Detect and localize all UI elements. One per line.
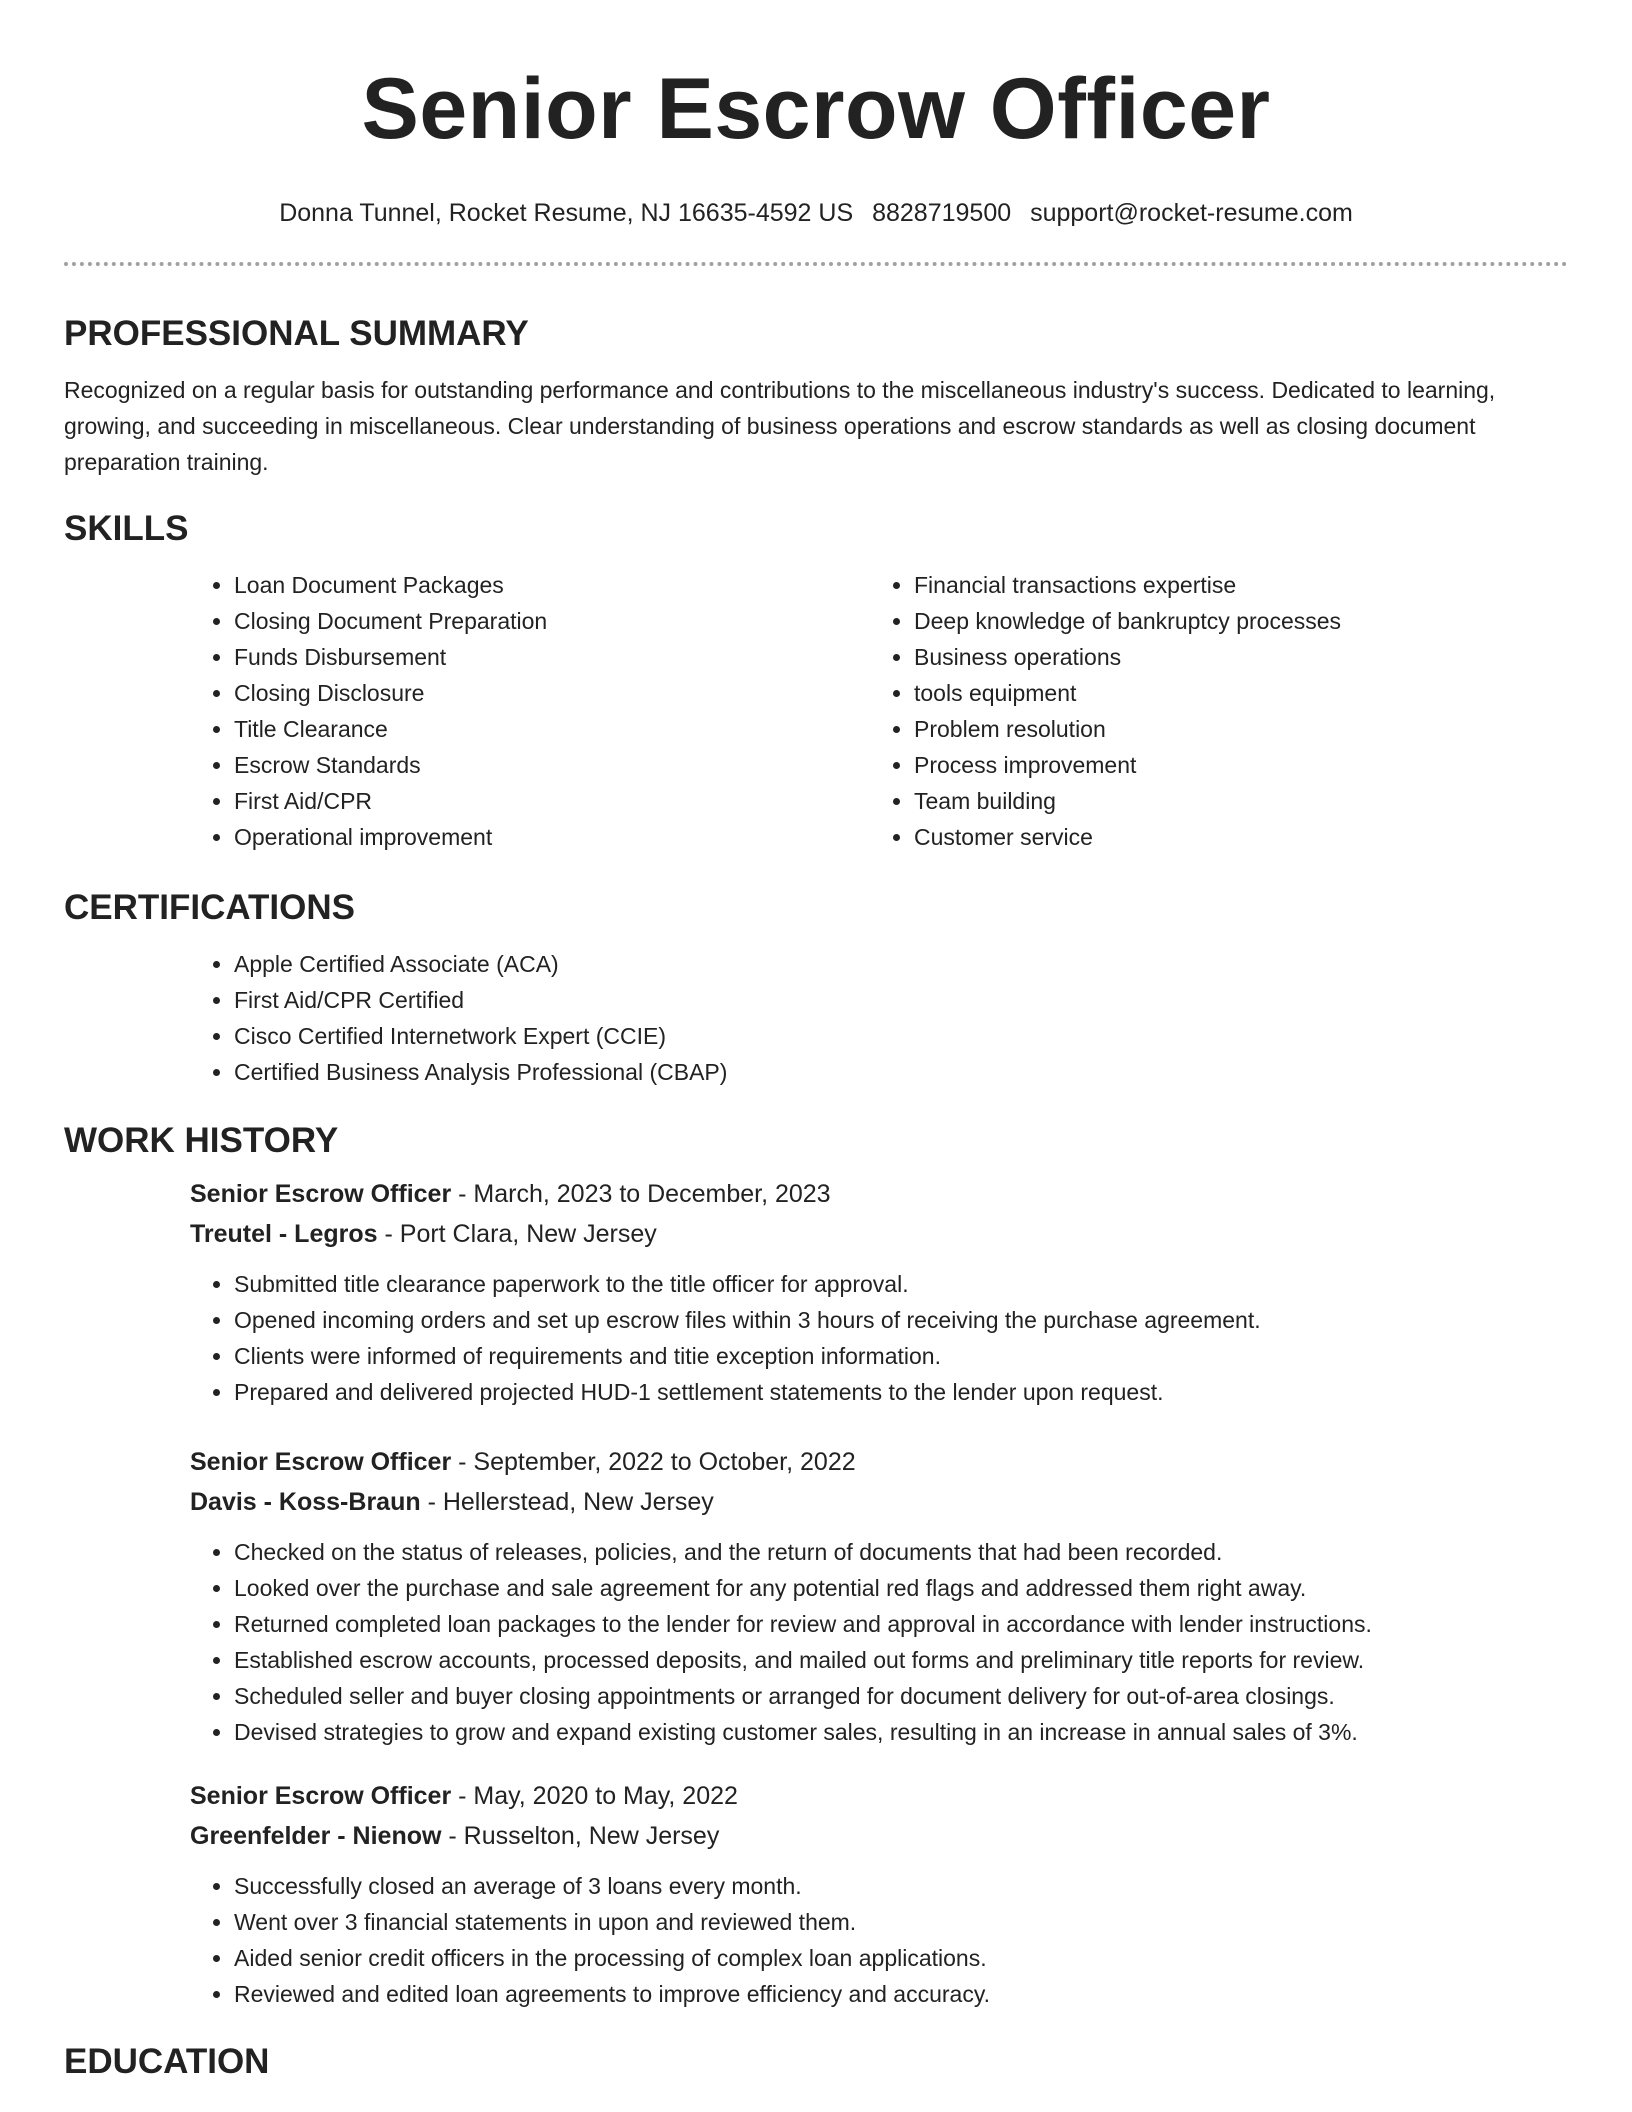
job-bullet: • Scheduled seller and buyer closing appointments or arranged for document delivery for out-of-area closings.: [234, 1678, 1568, 1714]
certification-item: • Cisco Certified Internetwork Expert (CCIE): [234, 1018, 1568, 1054]
certifications-heading: CERTIFICATIONS: [64, 888, 356, 927]
skill-item: • tools equipment: [914, 675, 1550, 711]
contact-address: Donna Tunnel, Rocket Resume, NJ 16635-4592 US: [279, 199, 854, 227]
certification-item: • Certified Business Analysis Professional (CBAP): [234, 1054, 1568, 1090]
job-bullet: • Checked on the status of releases, policies, and the return of documents that had been recorded.: [234, 1534, 1568, 1570]
job-bullet: • Clients were informed of requirements and titie exception information.: [234, 1338, 1568, 1374]
job-location: - Port Clara, New Jersey: [377, 1220, 657, 1248]
skill-item: • Customer service: [914, 819, 1550, 855]
skill-item: • Operational improvement: [234, 819, 870, 855]
job-bullet: • Returned completed loan packages to the lender for review and approval in accordance with lender instructions.: [234, 1606, 1568, 1642]
job-bullet: • Devised strategies to grow and expand existing customer sales, resulting in an increase in annual sales of 3%.: [234, 1714, 1568, 1750]
job-role: Senior Escrow Officer: [190, 1782, 452, 1810]
job-company-line: [190, 1816, 1568, 1856]
skill-item: • Title Clearance: [234, 711, 870, 747]
job-bullet: • Established escrow accounts, processed deposits, and mailed out forms and preliminary title reports for review.: [234, 1642, 1568, 1678]
skills-column-left: [190, 567, 870, 855]
resume-page: [64, 0, 1568, 2079]
skills-column-right: [870, 567, 1550, 855]
job-dates: - September, 2022 to October, 2022: [451, 1448, 856, 1476]
job-entry: [190, 1776, 1568, 2012]
job-bullet: • Prepared and delivered projected HUD-1 settlement statements to the lender upon request.: [234, 1374, 1568, 1410]
job-bullet: • Opened incoming orders and set up escrow files within 3 hours of receiving the purchase agreement.: [234, 1302, 1568, 1338]
job-location: - Russelton, New Jersey: [441, 1822, 720, 1850]
skill-item: • Financial transactions expertise: [914, 567, 1550, 603]
contact-phone: 8828719500: [872, 199, 1012, 227]
resume-title: Senior Escrow Officer: [361, 61, 1271, 157]
job-bullet: • Aided senior credit officers in the processing of complex loan applications.: [234, 1940, 1568, 1976]
contact-email: support@rocket-resume.com: [1030, 199, 1353, 227]
summary-heading: PROFESSIONAL SUMMARY: [64, 314, 529, 353]
job-title-line: [190, 1776, 1568, 1816]
skills-heading: SKILLS: [64, 509, 189, 548]
skill-item: • Team building: [914, 783, 1550, 819]
skill-item: • Deep knowledge of bankruptcy processes: [914, 603, 1550, 639]
job-bullet: • Looked over the purchase and sale agreement for any potential red flags and addressed them right away.: [234, 1570, 1568, 1606]
skill-item: • Escrow Standards: [234, 747, 870, 783]
job-location: - Hellerstead, New Jersey: [420, 1488, 714, 1516]
job-dates: - March, 2023 to December, 2023: [451, 1180, 831, 1208]
certifications-list: [190, 946, 1568, 1090]
job-bullet: • Submitted title clearance paperwork to the title officer for approval.: [234, 1266, 1568, 1302]
header-divider: [64, 262, 1568, 266]
certification-item: • First Aid/CPR Certified: [234, 982, 1568, 1018]
job-company-line: [190, 1482, 1568, 1522]
skills-list: [190, 567, 1568, 855]
education-heading: EDUCATION: [64, 2042, 270, 2081]
skill-item: • Closing Disclosure: [234, 675, 870, 711]
job-bullet: • Successfully closed an average of 3 loans every month.: [234, 1868, 1568, 1904]
job-bullet: • Reviewed and edited loan agreements to improve efficiency and accuracy.: [234, 1976, 1568, 2012]
job-role: Senior Escrow Officer: [190, 1448, 452, 1476]
job-title-line: [190, 1442, 1568, 1482]
job-entry: [190, 1442, 1568, 1750]
job-role: Senior Escrow Officer: [190, 1180, 452, 1208]
skill-item: • Process improvement: [914, 747, 1550, 783]
job-company: Treutel - Legros: [190, 1220, 378, 1248]
summary-text: Recognized on a regular basis for outstanding performance and contributions to the miscellaneous industry's success. Dedicated to learning, growing, and succeeding in miscellaneous. Clear understanding of business operations and escrow standards as well as closing document preparation training.: [64, 377, 1496, 475]
work-history-heading: WORK HISTORY: [64, 1121, 339, 1160]
job-company: Greenfelder - Nienow: [190, 1822, 442, 1850]
job-bullet: • Went over 3 financial statements in upon and reviewed them.: [234, 1904, 1568, 1940]
skill-item: • Funds Disbursement: [234, 639, 870, 675]
job-title-line: [190, 1174, 1568, 1214]
job-company: Davis - Koss-Braun: [190, 1488, 421, 1516]
job-entry: [190, 1174, 1568, 1410]
skill-item: • Loan Document Packages: [234, 567, 870, 603]
certification-item: • Apple Certified Associate (ACA): [234, 946, 1568, 982]
skill-item: • First Aid/CPR: [234, 783, 870, 819]
job-dates: - May, 2020 to May, 2022: [451, 1782, 738, 1810]
skill-item: • Business operations: [914, 639, 1550, 675]
skill-item: • Closing Document Preparation: [234, 603, 870, 639]
skill-item: • Problem resolution: [914, 711, 1550, 747]
contact-line: [64, 198, 1568, 228]
job-company-line: [190, 1214, 1568, 1254]
